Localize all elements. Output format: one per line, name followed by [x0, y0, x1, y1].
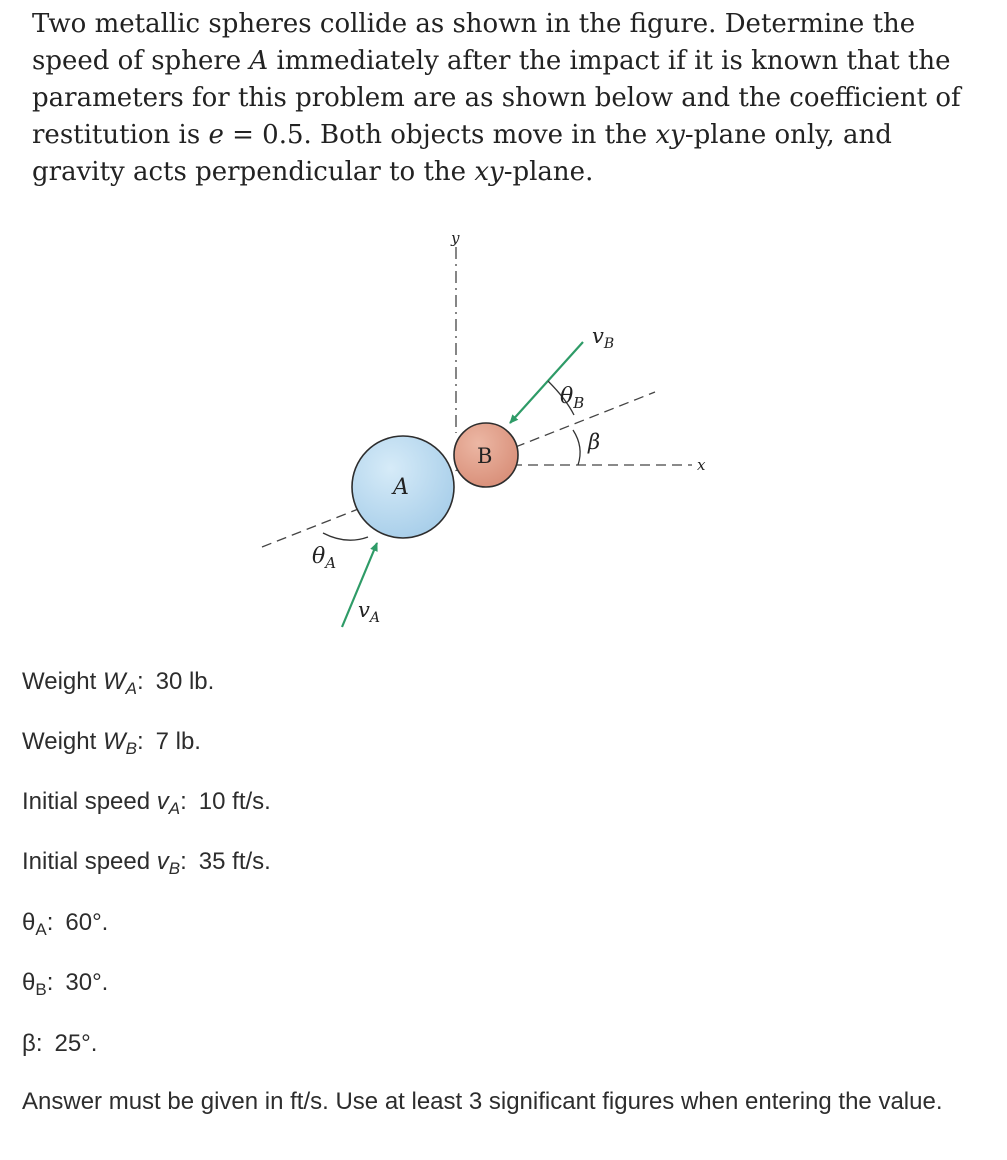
parameter-symbol: W [102, 668, 126, 695]
parameter-subscript: B [125, 739, 137, 758]
parameter-colon: : [35, 1030, 43, 1057]
beta-label: β [588, 430, 601, 454]
restitution-symbol: e [208, 120, 224, 150]
parameter-row-speed-a [22, 788, 271, 819]
statement-text: . Both objects move in the [303, 120, 656, 150]
parameter-subscript: B [35, 980, 47, 999]
parameter-subscript: A [168, 799, 181, 818]
parameter-subscript: A [125, 679, 137, 698]
parameter-colon: : [136, 668, 144, 695]
parameter-symbol: θ [22, 909, 36, 936]
parameter-prefix: Initial speed [22, 848, 157, 875]
parameter-symbol: W [102, 728, 126, 755]
parameter-value: 30°. [65, 969, 109, 996]
parameter-symbol: v [156, 788, 169, 815]
parameter-value: 7 lb. [155, 728, 201, 755]
parameter-value: 10 ft/s. [198, 788, 271, 815]
restitution-value: = 0.5 [223, 120, 304, 150]
statement-text: immediately after the impact if it is known that the parameters for this problem are as shown below and the coefficient of restitution is [32, 46, 961, 150]
theta-a-arc [323, 533, 368, 540]
beta-arc [573, 430, 580, 465]
theta-a-label: $\theta_A$ [312, 544, 337, 572]
theta-b-label: $\theta_B$ [560, 384, 585, 412]
parameter-value: 35 ft/s. [198, 848, 271, 875]
answer-instructions: Answer must be given in ft/s. Use at least 3 significant figures when entering the value. [22, 1088, 943, 1115]
sphere-a-symbol: A [249, 46, 269, 76]
collision-diagram [250, 225, 730, 635]
parameter-value: 25°. [54, 1030, 98, 1057]
parameter-subscript: B [168, 859, 181, 878]
plane-symbol: xy [474, 157, 504, 187]
parameter-symbol: θ [22, 969, 36, 996]
problem-statement [32, 6, 992, 191]
sphere-b-label: B [477, 444, 493, 468]
parameter-row-weight-b [22, 728, 201, 759]
statement-text: Two metallic spheres collide as shown in the figure. Determine the speed of sphere [32, 9, 916, 76]
parameter-subscript: A [35, 920, 47, 939]
parameter-row-theta-a [22, 909, 108, 940]
statement-text: -plane only, and gravity acts perpendicular to the [32, 120, 892, 187]
parameter-symbol: v [156, 848, 169, 875]
parameter-row-beta [22, 1030, 97, 1061]
collision-figure [250, 225, 730, 635]
y-axis-label: y [451, 229, 460, 247]
x-axis-label: x [697, 456, 706, 474]
parameter-prefix: Initial speed [22, 788, 157, 815]
parameter-value: 30 lb. [155, 668, 215, 695]
plane-symbol: xy [655, 120, 685, 150]
parameter-colon: : [136, 728, 144, 755]
parameter-row-theta-b [22, 969, 108, 1000]
parameter-colon: : [180, 848, 187, 875]
parameter-colon: : [46, 969, 54, 996]
parameter-prefix: Weight [22, 728, 103, 755]
velocity-b-label: $v_B$ [592, 324, 615, 352]
sphere-a-label: A [393, 475, 409, 500]
parameter-colon: : [46, 909, 54, 936]
parameter-prefix: Weight [22, 668, 103, 695]
parameter-value: 60°. [65, 909, 109, 936]
parameter-colon: : [180, 788, 187, 815]
parameter-row-weight-a [22, 668, 214, 699]
parameter-symbol: β [22, 1030, 36, 1057]
velocity-a-label: $v_A$ [358, 598, 380, 626]
parameter-row-speed-b [22, 848, 271, 879]
statement-text: -plane. [503, 157, 594, 187]
